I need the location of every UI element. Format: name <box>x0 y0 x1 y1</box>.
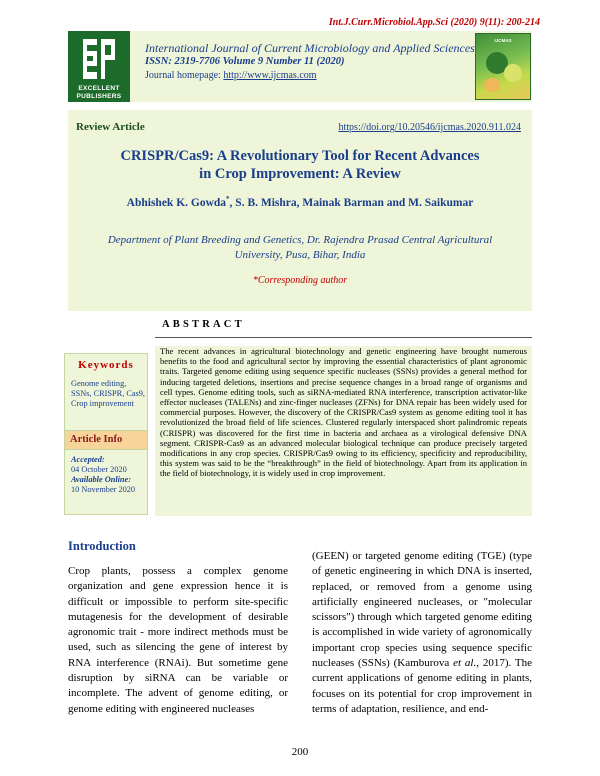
article-info-list <box>71 455 147 495</box>
issn-volume: ISSN: 2319-7706 Volume 9 Number 11 (2020) <box>145 56 345 67</box>
accepted-label: Accepted: <box>71 455 105 464</box>
accepted-date: 04 October 2020 <box>71 465 127 474</box>
logo-text-line1: EXCELLENT <box>78 85 120 92</box>
first-author: Abhishek K. Gowda <box>126 196 227 209</box>
author-affiliation <box>85 233 515 263</box>
ep-logo-icon <box>81 37 117 81</box>
affiliation-line-2: University, Pusa, Bihar, India <box>234 249 366 261</box>
other-authors: , S. B. Mishra, Mainak Barman and M. Saikumar <box>229 196 474 209</box>
article-type: Review Article <box>76 121 145 133</box>
title-line-1: CRISPR/Cas9: A Revolutionary Tool for Recent Advances <box>120 148 480 164</box>
logo-text-line2: PUBLISHERS <box>76 93 122 100</box>
article-title <box>68 147 532 183</box>
body-text-left-column: Crop plants, possess a complex genome organization and gene expression hence it is difficult or impossible to perform site-specific mutagenesis for the development of desirable agronomic trait - more indirect methods must be used, such as silencing the gene of interest by RNA interference (RNAi). But sometime gene disruption by siRNA can be variable or incomplete. The advent of genome editing, or genome editing with engineered nucleases <box>68 565 288 715</box>
abstract-text: The recent advances in agricultural biotechnology and genetic engineering have brought numerous benefits to the food and agricultural sector by improving the essential characteristics of plant agronomic traits. Targeted genome editing using sequence specific nucleases (SSNs) provides a general method for inducing targeted deletions, insertions and precise sequence changes in a broad range of organisms and cell types. Genome editing tools, such as siRNA-mediated RNA interference, transcription activator-like effector nucleases (TALENs) and zinc-finger nucleases (ZFNs) for DNA repair has been widely used for commercial purposes. However, the discovery of the CRISPR/Cas9 system as genome editing tool it has revolutionized the broad field of life sciences. Clustered regularly interspaced short palindromic repeats (CRISPR) was discovered for the first time in bacteria and archaea as a virological defensive DNA segment. CRISPR-Cas9 as an advanced molecular biological technique can produce precisely targeted modifications in any crop species. CRISPR/Cas9 owing to its efficiency, specificity and reproducibility, this system was said to be the “breakthrough” in the field of biotechnology. Apart from its application in the field of biotechnology, it is widely used in crop improvement. <box>160 346 527 479</box>
keywords-heading: Keywords <box>78 359 134 371</box>
cover-blob <box>484 78 500 92</box>
journal-cover-image <box>475 33 531 100</box>
cover-blob <box>504 64 522 82</box>
journal-name: International Journal of Current Microbiology and Applied Sciences <box>145 41 475 55</box>
body-text-right-column <box>312 549 532 717</box>
keywords-sidebar <box>64 353 148 515</box>
journal-homepage <box>145 70 317 81</box>
abstract-heading: ABSTRACT <box>162 319 245 330</box>
right-column-text-end: , 2017). The current applications of genome editing in plants, focuses on its potential for crop improvement in terms of adaptation, resilience, and end- <box>312 657 532 715</box>
homepage-label: Journal homepage: <box>145 70 221 81</box>
title-line-2: in Crop Improvement: A Review <box>199 166 401 182</box>
author-list <box>68 195 532 209</box>
abstract-divider <box>155 337 532 338</box>
affiliation-line-1: Department of Plant Breeding and Genetics, Dr. Rajendra Prasad Central Agricultural <box>107 234 493 246</box>
corresponding-author-note: *Corresponding author <box>252 275 348 286</box>
available-online-date: 10 November 2020 <box>71 485 136 494</box>
et-al-italic: et al. <box>453 657 477 670</box>
homepage-link[interactable]: http://www.ijcmas.com <box>223 70 317 81</box>
cover-title: IJCMAS <box>494 38 512 43</box>
right-column-text-start: (GEEN) or targeted genome editing (TGE) (type of genetic engineering in which DNA is inserted, replaced, or removed from a genome using artificially engineered nucleases, or "molecular scissors") through which targeted genome editing is accomplished in wide variety of agronomically important crop species using sequence specific nucleases (SSNs) (Kamburova <box>312 550 532 670</box>
publisher-logo <box>68 31 130 102</box>
article-info-heading: Article Info <box>65 430 147 450</box>
doi-link[interactable]: https://doi.org/10.20546/ijcmas.2020.911.024 <box>338 122 521 133</box>
page-number: 200 <box>291 746 309 758</box>
available-online-label: Available Online: <box>71 475 131 484</box>
journal-citation: Int.J.Curr.Microbiol.App.Sci (2020) 9(11): 200-214 <box>328 17 540 28</box>
keywords-list: Genome editing, SSNs, CRISPR, Cas9, Crop improvement <box>71 379 146 408</box>
corresponding-mark: * <box>226 195 230 203</box>
introduction-heading: Introduction <box>68 539 136 553</box>
